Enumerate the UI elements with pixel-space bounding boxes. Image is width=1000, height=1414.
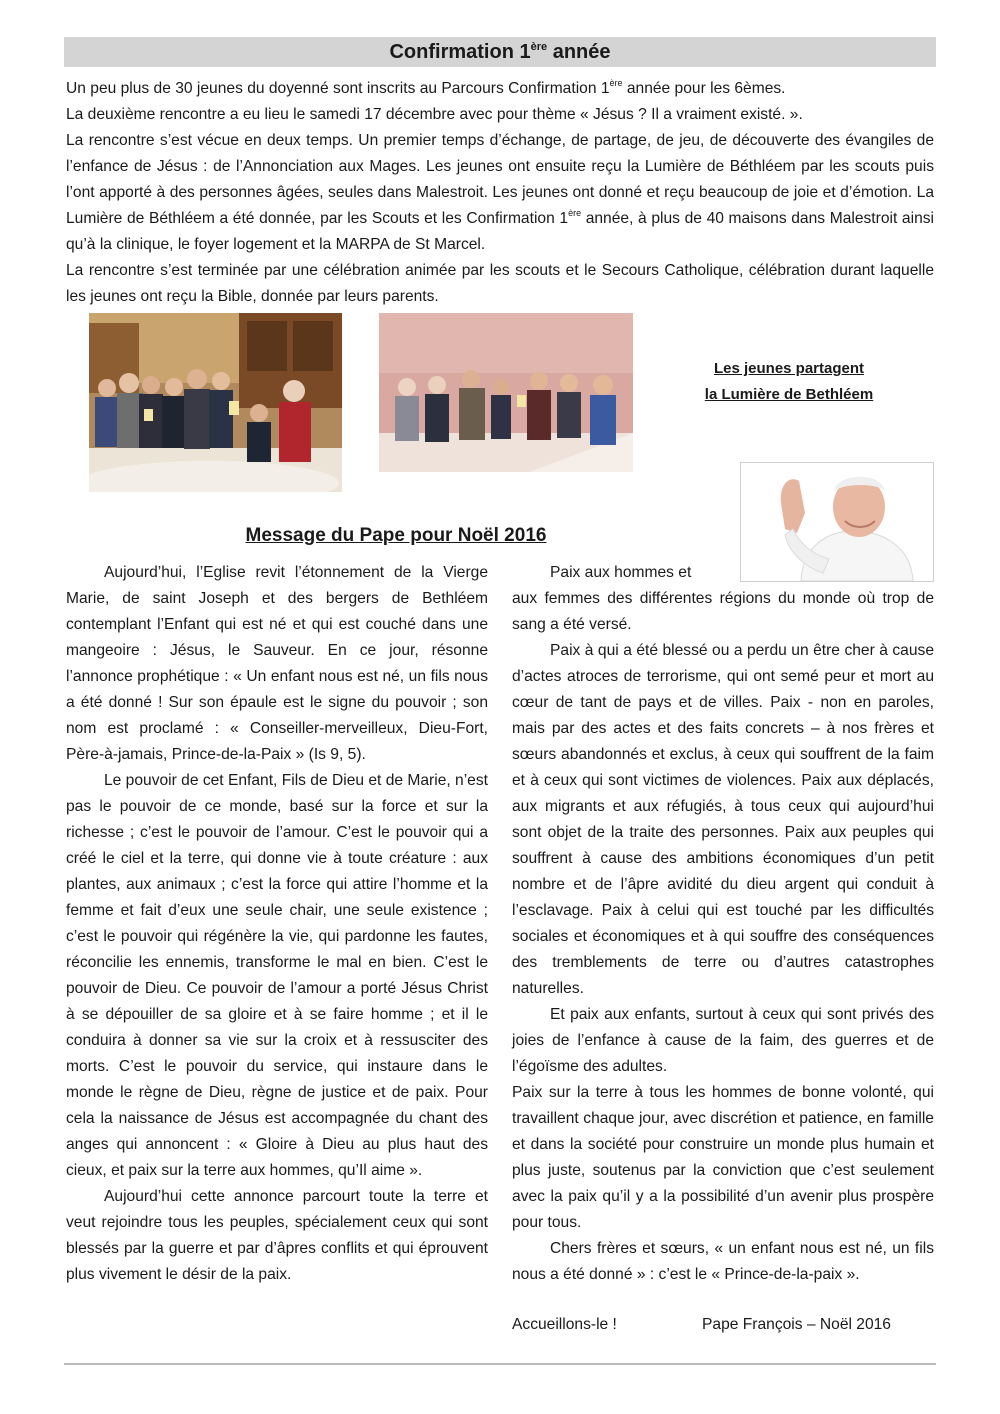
message-paragraph: Aujourd’hui cette annonce parcourt toute la terre et veut rejoindre tous les peuples, spécialement ceux qui sont blessés par la guerre et par d’âpres conflits et qui éprouvent plus vivement le désir de la paix. (66, 1188, 488, 1283)
intro-p1-b: année pour les 6èmes. (622, 80, 786, 97)
intro-p1-a: Un peu plus de 30 jeunes du doyenné sont inscrits au Parcours Confirmation 1 (66, 80, 610, 97)
intro-text (66, 76, 934, 310)
intro-p3-b: année, à plus de 40 maisons dans Malestroit ainsi qu’à la clinique, le foyer logement et la MARPA de St Marcel. (66, 210, 935, 253)
message-closing (512, 1312, 934, 1338)
photo-group-kitchen (89, 313, 342, 492)
closing-text: Accueillons-le ! (512, 1316, 617, 1333)
message-right-first-line (512, 560, 726, 586)
photo-caption (678, 356, 900, 408)
section-title-confirmation (64, 37, 936, 67)
message-title: Message du Pape pour Noël 2016 (245, 525, 547, 546)
caption-line-1: Les jeunes partagent (713, 360, 865, 377)
title-sup: ère (530, 41, 548, 53)
footer-divider (64, 1363, 936, 1365)
message-paragraph: Et paix aux enfants, surtout à ceux qui sont privés des joies de l’enfance à cause de la faim, des guerres et de l’égoïsme des adultes. (512, 1006, 934, 1075)
message-paragraph: Paix à qui a été blessé ou a perdu un être cher à cause d’actes atroces de terrorisme, qui ont semé peur et mort au cœur de tant de pays et de villes. Paix - non en paroles, mais par des actes et des faits concrets – à nos frères et sœurs abandonnés et exclus, à ceux qui souffrent de la faim et à ceux qui sont victimes de violences. Paix aux déplacés, aux migrants et aux réfugiés, à tous ceux qui aujourd’hui sont objet de la traite des personnes. Paix aux peuples qui souffrent à cause des ambitions économiques d’un petit nombre et de l’âpre avidité du dieu argent qui conduit à l’esclavage. Paix à celui qui est touché par les difficultés sociales et économiques et à qui souffre des conséquences des tremblements de terre ou d’autres catastrophes naturelles. (512, 642, 934, 997)
message-right-first-line-text: Paix aux hommes et (550, 564, 692, 581)
message-right-column (512, 586, 934, 1288)
message-paragraph: Aujourd’hui, l’Eglise revit l’étonnement de la Vierge Marie, de saint Joseph et des bergers de Bethléem contemplant l’Enfant qui est né et qui est couché dans une mangeoire : Jésus, le Sauveur. En ce jour, résonne l’annonce prophétique : « Un enfant nous est né, un fils nous a été donné ! Sur son épaule est le signe du pouvoir ; son nom est proclamé : « Conseiller-merveilleux, Dieu-Fort, Père-à-jamais, Prince-de-la-Paix » (Is 9, 5). (66, 564, 488, 763)
intro-paragraph-1 (66, 76, 934, 102)
intro-paragraph-2: La deuxième rencontre a eu lieu le samedi 17 décembre avec pour thème « Jésus ? Il a vraiment existé. ». (66, 106, 803, 123)
intro-paragraph-4: La rencontre s’est terminée par une célébration animée par les scouts et le Secours Catholique, célébration durant laquelle les jeunes ont reçu la Bible, donnée par leurs parents. (66, 262, 934, 305)
intro-p3-a: La rencontre s’est vécue en deux temps. Un premier temps d’échange, de partage, de jeu, de découverte des évangiles de l’enfance de Jésus : de l’Annonciation aux Mages. Les jeunes ont ensuite reçu la Lumière de Béthléem par les scouts puis l’ont apporté à des personnes âgées, seules dans Malestroit. Les jeunes ont donné et reçu beaucoup de joie et d’émotion. La Lumière de Béthléem a été donnée, par les Scouts et les Confirmation 1 (66, 132, 934, 227)
photo-group-pink-room (379, 313, 633, 472)
caption-line-2: la Lumière de Bethléem (704, 386, 874, 403)
message-paragraph: Le pouvoir de cet Enfant, Fils de Dieu et de Marie, n’est pas le pouvoir de ce monde, basé sur la force et sur la richesse ; c’est le pouvoir de l’amour. C’est le pouvoir qui a créé le ciel et la terre, qui donne vie à toute créature : aux plantes, aux animaux ; c’est la force qui attire l’homme et la femme et fait d’eux une seule chair, une seule existence ; c’est le pouvoir qui régénère la vie, qui pardonne les fautes, réconcilie les ennemis, transforme le mal en bien. C’est le pouvoir de Dieu. Ce pouvoir de l’amour a porté Jésus Christ à se dépouiller de sa gloire et à se faire homme ; et il le conduira à donner sa vie sur la croix et à ressusciter des morts. C’est le pouvoir du service, qui instaure dans le monde le règne de Dieu, règne de justice et de paix. Pour cela la naissance de Jésus est accompagnée du chant des anges qui annoncent : « Gloire à Dieu au plus haut des cieux, et paix sur la terre aux hommes, qu’Il aime ». (66, 772, 488, 1179)
message-left-column (66, 560, 488, 1288)
message-paragraph: Chers frères et sœurs, « un enfant nous est né, un fils nous a été donné » : c’est le « Prince-de-la-paix ». (512, 1240, 934, 1283)
title-part2: année (547, 41, 611, 63)
photo-pope-waving (740, 462, 934, 582)
title-part1: Confirmation 1 (389, 41, 531, 63)
signature: Pape François – Noël 2016 (702, 1316, 891, 1333)
message-paragraph: aux femmes des différentes régions du monde où trop de sang a été versé. (512, 590, 934, 633)
intro-p1-sup: ère (609, 78, 623, 88)
intro-paragraph-3 (66, 128, 934, 258)
message-paragraph: Paix sur la terre à tous les hommes de bonne volonté, qui travaillent chaque jour, avec discrétion et patience, en famille et dans la société pour construire un monde plus humain et plus juste, soutenus par la conviction que c’est seulement avec la paix qu’il y a la possibilité d’un avenir plus prospère pour tous. (512, 1084, 934, 1231)
intro-p3-sup: ère (568, 208, 582, 218)
